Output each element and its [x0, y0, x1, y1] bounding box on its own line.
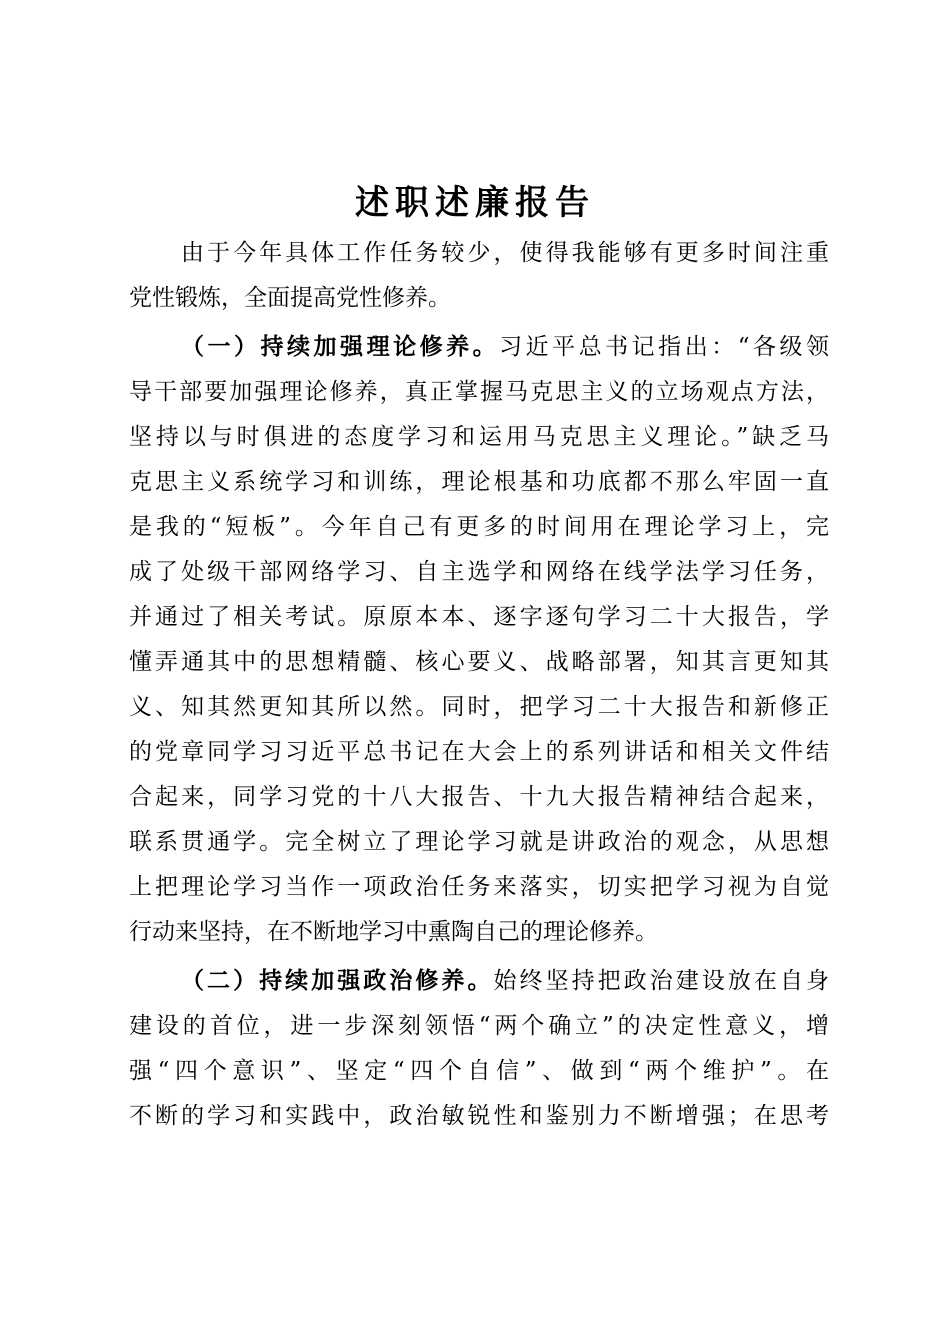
text-line: 克思主义系统学习和训练，理论根基和功底都不那么牢固一直 — [129, 469, 829, 495]
section-heading: （二）持续加强政治修养。 — [181, 967, 494, 994]
document-title: 述职述廉报告 — [355, 183, 595, 223]
text-line: 的党章同学习习近平总书记在大会上的系列讲话和相关文件结 — [129, 739, 829, 765]
text-line: 不断的学习和实践中，政治敏锐性和鉴别力不断增强；在思考 — [129, 1103, 829, 1129]
text-line: 上把理论学习当作一项政治任务来落实，切实把学习视为自觉 — [129, 874, 829, 900]
text-line: 并通过了相关考试。原原本本、逐字逐句学习二十大报告，学 — [129, 604, 829, 630]
text-line: 强“四个意识”、坚定“四个自信”、做到“两个维护”。在 — [129, 1058, 829, 1084]
text-line: 行动来坚持，在不断地学习中熏陶自己的理论修养。 — [129, 919, 658, 945]
text-line: 联系贯通学。完全树立了理论学习就是讲政治的观念，从思想 — [129, 829, 829, 855]
text-line — [181, 331, 829, 363]
text-line — [181, 965, 829, 997]
text-line: 由于今年具体工作任务较少，使得我能够有更多时间注重 — [181, 240, 829, 266]
text-line: 建设的首位，进一步深刻领悟“两个确立”的决定性意义，增 — [129, 1013, 829, 1039]
text-line: 成了处级干部网络学习、自主选学和网络在线学法学习任务， — [129, 559, 829, 585]
text-line: 坚持以与时俱进的态度学习和运用马克思主义理论。”缺乏马 — [129, 424, 829, 450]
text-run: 始终坚持把政治建设放在自身 — [493, 968, 830, 994]
section-heading: （一）持续加强理论修养。 — [181, 333, 500, 360]
text-line: 导干部要加强理论修养，真正掌握马克思主义的立场观点方法， — [129, 379, 829, 405]
text-line: 党性锻炼，全面提高党性修养。 — [129, 285, 451, 311]
text-line: 义、知其然更知其所以然。同时，把学习二十大报告和新修正 — [129, 694, 829, 720]
text-line: 是我的“短板”。今年自己有更多的时间用在理论学习上，完 — [129, 514, 829, 540]
text-line: 合起来，同学习党的十八大报告、十九大报告精神结合起来， — [129, 784, 829, 810]
text-run: 习近平总书记指出：“各级领 — [499, 334, 830, 360]
text-line: 懂弄通其中的思想精髓、核心要义、战略部署，知其言更知其 — [129, 649, 829, 675]
